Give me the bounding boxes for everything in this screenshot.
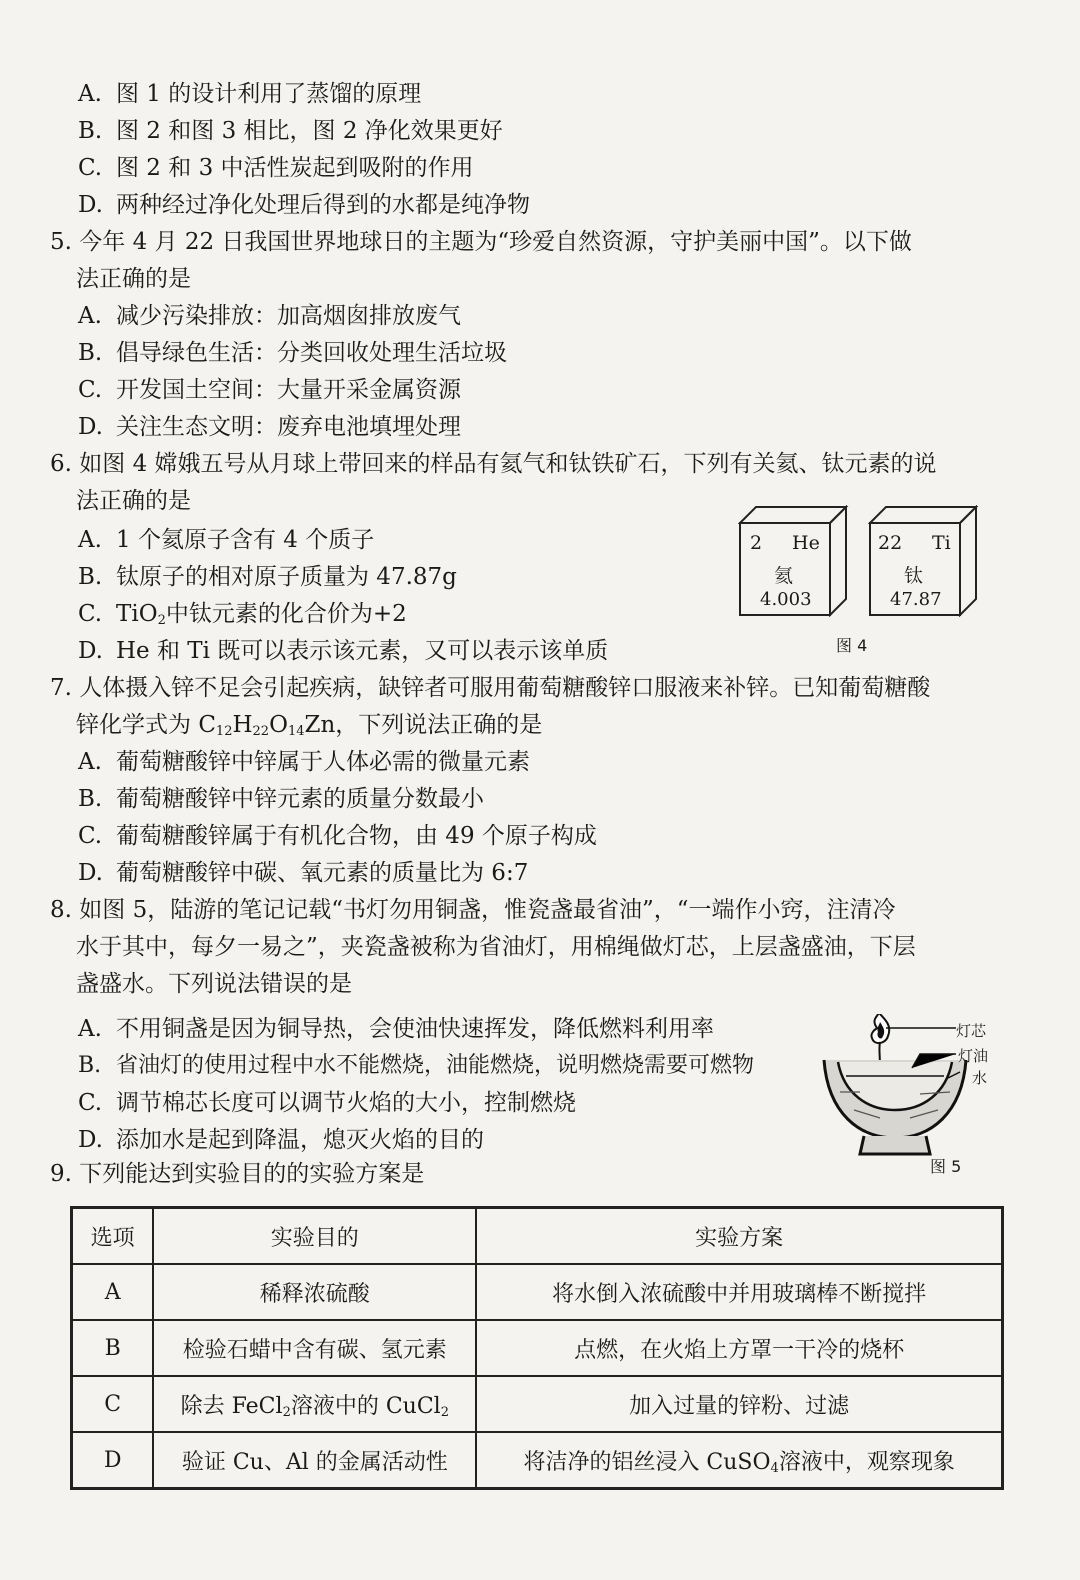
figure-5-caption: 图 5 [930, 1157, 962, 1176]
q4-option-b: B. 图 2 和图 3 相比，图 2 净化效果更好 [78, 118, 503, 144]
atomic-mass: 47.87 [890, 589, 942, 610]
lamp-label-water: 水 [972, 1069, 988, 1087]
lamp-label-wick: 灯芯 [956, 1022, 987, 1040]
q4-option-d: D. 两种经过净化处理后得到的水都是纯净物 [78, 192, 530, 218]
element-cell-helium [738, 505, 850, 617]
q6-option-a: A. 1 个氦原子含有 4 个质子 [78, 527, 375, 553]
q8-option-d: D. 添加水是起到降温，熄灭火焰的目的 [78, 1127, 484, 1153]
q7-option-d: D. 葡萄糖酸锌中碳、氧元素的质量比为 6:7 [78, 860, 529, 886]
q6-option-d: D. He 和 Ti 既可以表示该元素，又可以表示该单质 [78, 638, 609, 664]
q5-option-d: D. 关注生态文明：废弃电池填埋处理 [78, 414, 461, 440]
q7-stem-line1: 7. 人体摄入锌不足会引起疾病，缺锌者可服用葡萄糖酸锌口服液来补锌。已知葡萄糖酸 [50, 675, 931, 701]
q5-option-a: A. 减少污染排放：加高烟囱排放废气 [78, 303, 461, 329]
header-plan: 实验方案 [476, 1208, 1002, 1265]
table-row [72, 1376, 1003, 1432]
q6-stem-line2: 法正确的是 [76, 488, 191, 514]
table-row [72, 1432, 1003, 1489]
q5-stem-line1: 5. 今年 4 月 22 日我国世界地球日的主题为“珍爱自然资源，守护美丽中国”。以下做 [50, 229, 912, 255]
q6-option-c: C. TiO$_2$中钛元素的化合价为+2 [78, 601, 407, 628]
atomic-number: 22 [878, 532, 903, 554]
figure-4-caption: 图 4 [836, 636, 868, 655]
element-name: 钛 [904, 565, 924, 587]
q4-option-a: A. 图 1 的设计利用了蒸馏的原理 [78, 81, 422, 107]
cell-option: D [72, 1432, 154, 1489]
element-cell-titanium [868, 505, 980, 617]
cell-purpose: 验证 Cu、Al 的金属活动性 [153, 1432, 476, 1489]
q6-option-b: B. 钛原子的相对原子质量为 47.87g [78, 564, 457, 590]
q7-option-c: C. 葡萄糖酸锌属于有机化合物，由 49 个原子构成 [78, 823, 597, 849]
table-header-row [72, 1208, 1003, 1265]
q5-stem-line2: 法正确的是 [76, 266, 191, 292]
q7-option-a: A. 葡萄糖酸锌中锌属于人体必需的微量元素 [78, 749, 530, 775]
atomic-number: 2 [750, 532, 763, 554]
table-row [72, 1320, 1003, 1376]
q9-stem: 9. 下列能达到实验目的的实验方案是 [50, 1161, 425, 1187]
cell-option: C [72, 1376, 154, 1432]
cell-option: A [72, 1264, 154, 1320]
header-option: 选项 [72, 1208, 154, 1265]
cell-plan: 将洁净的铝丝浸入 CuSO$_4$溶液中，观察现象 [476, 1432, 1002, 1489]
q8-stem-line1: 8. 如图 5，陆游的笔记记载“书灯勿用铜盏，惟瓷盏最省油”，“一端作小窍，注清冷 [50, 897, 896, 923]
q7-option-b: B. 葡萄糖酸锌中锌元素的质量分数最小 [78, 786, 484, 812]
q8-option-a: A. 不用铜盏是因为铜导热，会使油快速挥发，降低燃料利用率 [78, 1016, 714, 1042]
q6-stem-line1: 6. 如图 4 嫦娥五号从月球上带回来的样品有氦气和钛铁矿石，下列有关氦、钛元素的说 [50, 451, 937, 477]
element-symbol: Ti [932, 532, 951, 554]
oil-lamp-illustration [820, 1014, 970, 1164]
q4-option-c: C. 图 2 和 3 中活性炭起到吸附的作用 [78, 155, 474, 181]
table-row [72, 1264, 1003, 1320]
element-symbol: He [792, 532, 820, 554]
cell-purpose: 稀释浓硫酸 [153, 1264, 476, 1320]
cell-option: B [72, 1320, 154, 1376]
q8-option-c: C. 调节棉芯长度可以调节火焰的大小，控制燃烧 [78, 1090, 576, 1116]
cell-purpose: 除去 FeCl$_2$溶液中的 CuCl$_2$ [153, 1376, 476, 1432]
cell-plan: 点燃，在火焰上方罩一干冷的烧杯 [476, 1320, 1002, 1376]
q8-stem-line3: 盏盛水。下列说法错误的是 [76, 971, 352, 997]
q5-option-c: C. 开发国土空间：大量开采金属资源 [78, 377, 461, 403]
cell-plan: 加入过量的锌粉、过滤 [476, 1376, 1002, 1432]
q5-option-b: B. 倡导绿色生活：分类回收处理生活垃圾 [78, 340, 507, 366]
cell-purpose: 检验石蜡中含有碳、氢元素 [153, 1320, 476, 1376]
lamp-label-oil: 灯油 [958, 1047, 989, 1065]
q7-stem-line2: 锌化学式为 $C_{12}H_{22}O_{14}Zn$，下列说法正确的是 [76, 712, 543, 739]
cell-plan: 将水倒入浓硫酸中并用玻璃棒不断搅拌 [476, 1264, 1002, 1320]
formula: $C_{12}H_{22}O_{14}Zn$ [198, 712, 336, 739]
header-purpose: 实验目的 [153, 1208, 476, 1265]
q8-stem-line2: 水于其中，每夕一易之”，夹瓷盏被称为省油灯，用棉绳做灯芯，上层盏盛油，下层 [76, 934, 916, 960]
experiment-table [70, 1206, 1004, 1490]
q8-option-b: B. 省油灯的使用过程中水不能燃烧，油能燃烧，说明燃烧需要可燃物 [78, 1053, 755, 1078]
atomic-mass: 4.003 [760, 589, 812, 610]
element-name: 氦 [774, 565, 794, 587]
